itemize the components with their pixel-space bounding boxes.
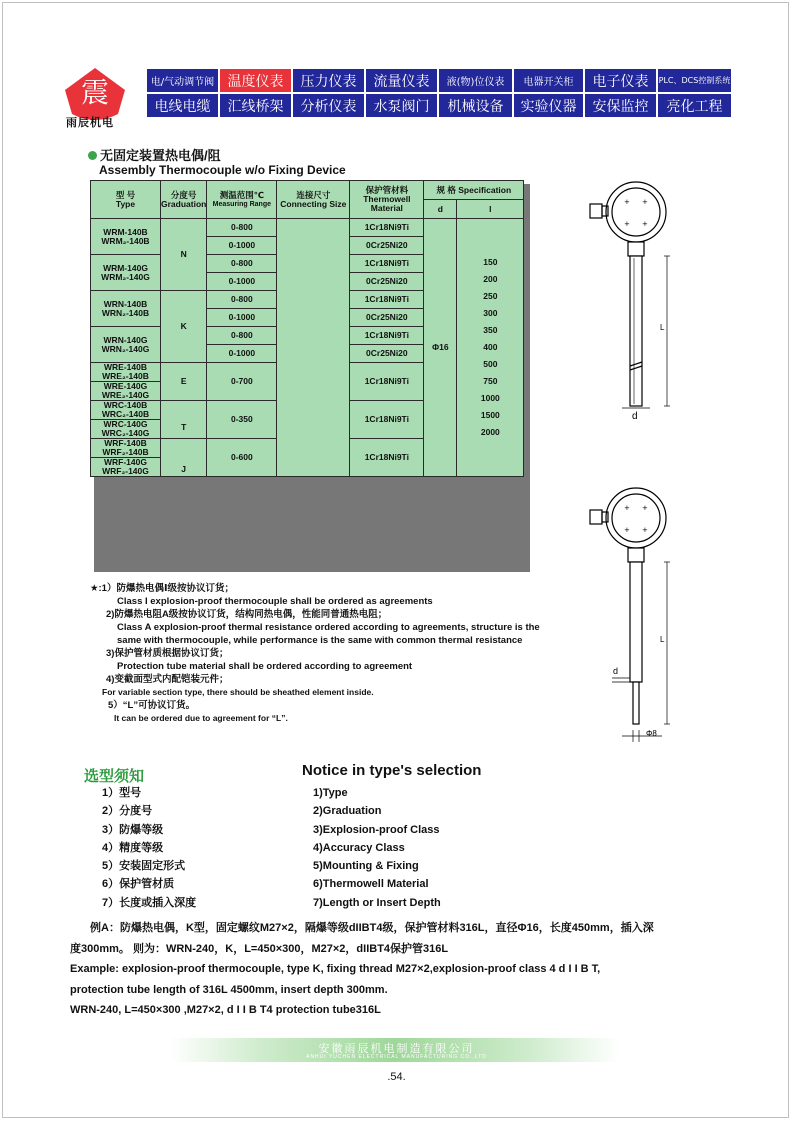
nav-item-analysis[interactable]: 分析仪表	[293, 94, 364, 117]
svg-text:+: +	[642, 220, 648, 228]
material-cell: 1Cr18Ni9Ti	[350, 219, 424, 237]
material-cell: 0Cr25Ni20	[350, 345, 424, 363]
notes-block	[90, 582, 610, 725]
svg-text:+: +	[624, 220, 630, 228]
list-item: 5）安装固定形式	[102, 860, 186, 873]
logo-char: 震	[80, 76, 110, 109]
range-cell: 0-1000	[207, 345, 277, 363]
selection-list-en	[313, 784, 441, 912]
note-line: Protection tube material shall be ordered according to agreement	[117, 661, 413, 672]
type-cell: WRM-140B WRM₂-140B	[91, 219, 161, 255]
range-cell: 0-800	[207, 255, 277, 273]
list-item: 5)Mounting & Fixing	[313, 860, 419, 873]
company-name-cn: 安徽雨辰机电制造有限公司	[318, 1042, 475, 1055]
type-cell: WRE-140G WRE₂-140G	[91, 382, 161, 401]
list-item: 3)Explosion-proof Class	[313, 823, 440, 836]
material-cell: 1Cr18Ni9Ti	[350, 363, 424, 401]
note-line: ★:1）防爆热电偶Ⅰ级按协议订货；	[90, 583, 234, 594]
selection-list-cn	[102, 784, 196, 912]
material-cell: 1Cr18Ni9Ti	[350, 327, 424, 345]
example-line: WRN-240, L=450×300 ,M27×2, d I I B T4 protection tube316L	[70, 1004, 381, 1016]
type-cell: WRF-140B WRF₂-140B	[91, 439, 161, 458]
nav-item-plc[interactable]: PLC、DCS控制系统	[658, 69, 731, 92]
d-value-cell: Φ16	[424, 219, 457, 477]
nav-item-level[interactable]: 液(物)位仪表	[439, 69, 512, 92]
dim-d-label: d	[613, 666, 619, 676]
note-line: 2)防爆热电阻A级按协议订货，结构同热电偶，性能同普通热电阻；	[106, 609, 388, 620]
list-item: 4）精度等级	[102, 841, 164, 854]
spec-table	[90, 180, 524, 477]
range-cell: 0-800	[207, 219, 277, 237]
category-nav	[147, 69, 731, 119]
example-line: 度300mm。 则为：WRN-240，K，L=450×300，M27×2，dIIBT4保护管316L	[70, 942, 449, 955]
company-name-en: ANHUI YUCHEN ELECTRICAL MANUFACTURING CO.,LTD	[306, 1054, 487, 1060]
type-cell: WRE-140B WRE₂-140B	[91, 363, 161, 382]
selection-title-cn: 选型须知	[84, 768, 145, 785]
nav-item-security[interactable]: 安保监控	[585, 94, 656, 117]
type-cell: WRF-140G WRF₂-140G	[91, 458, 161, 477]
graduation-cell: J	[161, 439, 207, 477]
page-number: .54.	[387, 1071, 406, 1083]
range-cell: 0-700	[207, 363, 277, 401]
list-item: 6)Thermowell Material	[313, 878, 429, 891]
range-cell: 0-350	[207, 401, 277, 439]
graduation-cell: K	[161, 291, 207, 363]
material-cell: 1Cr18Ni9Ti	[350, 439, 424, 477]
note-line: 3)保护管材质根据协议订货；	[106, 648, 229, 659]
graduation-cell: N	[161, 219, 207, 291]
list-item: 1）型号	[102, 787, 142, 799]
connecting-size-cell	[277, 219, 350, 477]
note-line: It can be ordered due to agreement for “L”.	[114, 713, 288, 723]
graduation-cell: E	[161, 363, 207, 401]
nav-item-valves[interactable]: 电/气动调节阀	[147, 69, 218, 92]
nav-row-2	[147, 94, 731, 117]
dim-d-label: d	[632, 411, 638, 422]
sensor-drawing-1	[572, 178, 682, 428]
graduation-cell: T	[161, 401, 207, 439]
type-cell: WRC-140B WRC₂-140B	[91, 401, 161, 420]
list-item: 1)Type	[313, 787, 348, 799]
list-item: 7)Length or Insert Depth	[313, 896, 441, 909]
range-cell: 0-600	[207, 439, 277, 477]
material-cell: 0Cr25Ni20	[350, 237, 424, 255]
range-cell: 0-1000	[207, 309, 277, 327]
material-cell: 1Cr18Ni9Ti	[350, 401, 424, 439]
l-values-cell: 150 200 250 300 350 400 500 750 1000 1500 2000	[457, 219, 524, 477]
list-item: 7）长度或插入深度	[102, 896, 197, 909]
selection-title-en: Notice in type's selection	[302, 762, 482, 779]
list-item: 2)Graduation	[313, 805, 382, 818]
header-connecting-size: 连接尺寸 Connecting Size	[277, 181, 350, 219]
header-type: 型 号 Type	[91, 181, 161, 219]
type-cell: WRM-140G WRM₂-140G	[91, 255, 161, 291]
header-graduation: 分度号 Graduation	[161, 181, 207, 219]
note-line: For variable section type, there should be sheathed element inside.	[102, 687, 374, 697]
nav-item-pressure[interactable]: 压力仪表	[293, 69, 364, 92]
list-item: 4)Accuracy Class	[313, 841, 405, 854]
header-spec: 规 格 Specification	[424, 181, 524, 200]
list-item: 6）保护管材质	[102, 878, 175, 891]
range-cell: 0-800	[207, 327, 277, 345]
dim-l-label: L	[660, 635, 665, 644]
range-cell: 0-1000	[207, 273, 277, 291]
section-title: 无固定装置热电偶/阻	[88, 145, 221, 164]
section-subtitle: Assembly Thermocouple w/o Fixing Device	[99, 163, 346, 177]
type-cell: WRC-140G WRC₂-140G	[91, 420, 161, 439]
nav-item-cable[interactable]: 电线电缆	[147, 94, 218, 117]
bullet-dot-icon	[88, 151, 97, 160]
material-cell: 1Cr18Ni9Ti	[350, 291, 424, 309]
range-cell: 0-800	[207, 291, 277, 309]
svg-text:+: +	[624, 198, 630, 206]
header-material: 保护管材料 Thermowell Material	[350, 181, 424, 219]
dim-phi-label: Φ8	[646, 729, 657, 738]
header-d: d	[424, 200, 457, 219]
nav-item-lab[interactable]: 实验仪器	[514, 94, 583, 117]
material-cell: 1Cr18Ni9Ti	[350, 255, 424, 273]
header-l: l	[457, 200, 524, 219]
type-cell: WRN-140B WRN₂-140B	[91, 291, 161, 327]
note-line: Class I explosion-proof thermocouple shall be ordered as agreements	[117, 596, 433, 607]
note-line: 4)变截面型式内配铠装元件；	[106, 674, 229, 685]
sensor-drawing-2	[572, 484, 682, 746]
note-line: Class A explosion-proof thermal resistance ordered according to agreements, structure is the	[117, 622, 540, 633]
svg-text:+: +	[642, 526, 648, 534]
nav-item-electronic[interactable]: 电子仪表	[585, 69, 656, 92]
example-line: Example: explosion-proof thermocouple, type K, fixing thread M27×2,explosion-proof class 4 d I I B T,	[70, 963, 601, 975]
nav-row-1	[147, 69, 731, 92]
material-cell: 0Cr25Ni20	[350, 273, 424, 291]
svg-text:+: +	[624, 526, 630, 534]
example-line: protection tube length of 316L 4500mm, insert depth 300mm.	[70, 983, 388, 996]
nav-item-switchgear[interactable]: 电器开关柜	[514, 69, 583, 92]
nav-item-temperature[interactable]: 温度仪表	[220, 69, 291, 92]
nav-item-bridge[interactable]: 汇线桥架	[220, 94, 291, 117]
note-line: 5）“L”可协议订货。	[108, 700, 196, 711]
dim-l-label: L	[660, 323, 665, 332]
nav-item-pumps[interactable]: 水泵阀门	[366, 94, 437, 117]
note-line: same with thermocouple, while performance is the same with common thermal resistance	[117, 635, 523, 646]
list-item: 3）防爆等级	[102, 823, 164, 836]
list-item: 2）分度号	[102, 805, 153, 818]
svg-text:+: +	[642, 504, 648, 512]
material-cell: 0Cr25Ni20	[350, 309, 424, 327]
nav-item-lighting[interactable]: 亮化工程	[658, 94, 731, 117]
svg-text:+: +	[624, 504, 630, 512]
type-cell: WRN-140G WRN₂-140G	[91, 327, 161, 363]
example-line: 例A：防爆热电偶，K型，固定螺纹M27×2，隔爆等级dIIBT4级，保护管材料316L，直径Φ16，长度450mm，插入深	[90, 922, 654, 934]
brand-name: 雨辰机电	[66, 117, 114, 129]
header-range: 测温范围℃ Measuring Range	[207, 181, 277, 219]
nav-item-machinery[interactable]: 机械设备	[439, 94, 512, 117]
nav-item-flow[interactable]: 流量仪表	[366, 69, 437, 92]
svg-text:+: +	[642, 198, 648, 206]
range-cell: 0-1000	[207, 237, 277, 255]
example-block	[70, 918, 770, 1021]
